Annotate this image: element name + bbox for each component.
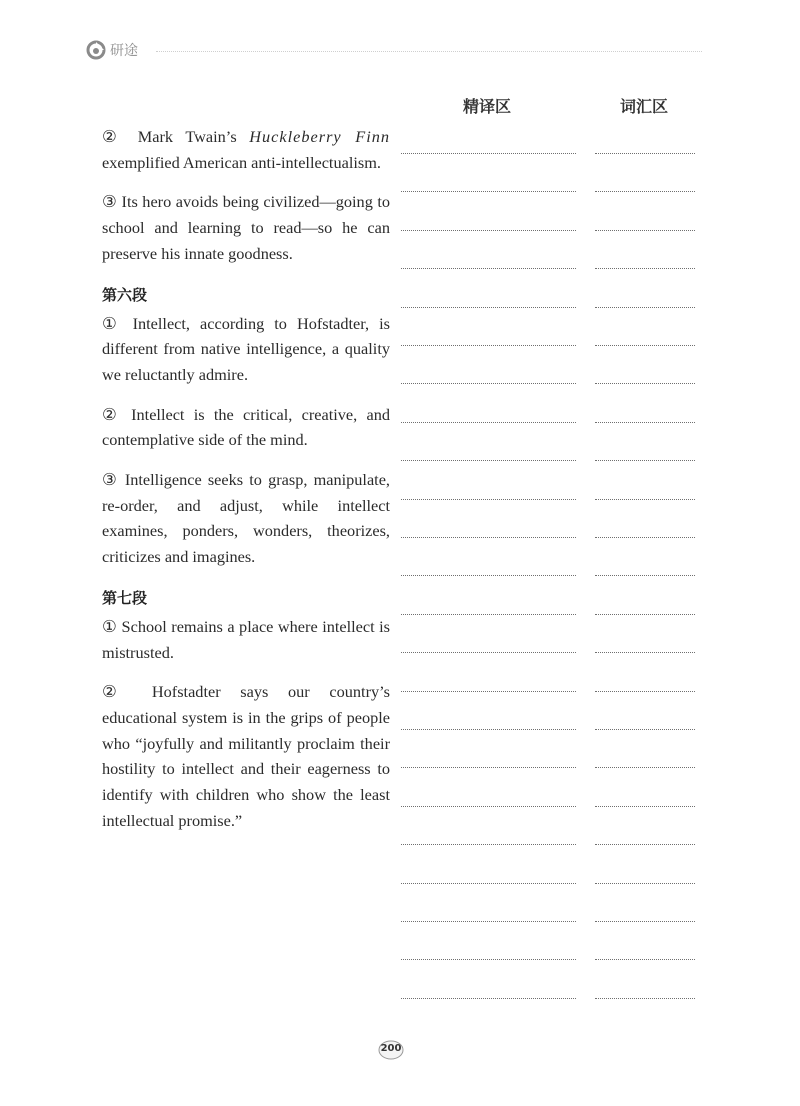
vocabulary-line[interactable]: [595, 767, 695, 768]
translation-line[interactable]: [401, 921, 576, 922]
translation-line[interactable]: [401, 307, 576, 308]
translation-line[interactable]: [401, 959, 576, 960]
translation-line[interactable]: [401, 844, 576, 845]
vocabulary-column-header: 词汇区: [620, 97, 669, 116]
page-header: [86, 40, 702, 64]
translation-line[interactable]: [401, 998, 576, 999]
vocabulary-line[interactable]: [595, 998, 695, 999]
vocabulary-line[interactable]: [595, 729, 695, 730]
vocabulary-line[interactable]: [595, 345, 695, 346]
sentence-7-1: ① School remains a place where intellect is mistrusted.: [102, 616, 390, 662]
vocabulary-line[interactable]: [595, 537, 695, 538]
brand-logo: [86, 40, 138, 60]
translation-line[interactable]: [401, 575, 576, 576]
translation-line[interactable]: [401, 806, 576, 807]
sentence-6-2: ② Intellect is the critical, creative, and contemplative side of the mind.: [102, 404, 390, 450]
translation-line[interactable]: [401, 537, 576, 538]
vocabulary-line[interactable]: [595, 806, 695, 807]
translation-line[interactable]: [401, 153, 576, 154]
vocabulary-line[interactable]: [595, 460, 695, 461]
vocabulary-line[interactable]: [595, 230, 695, 231]
translation-line[interactable]: [401, 691, 576, 692]
source-text-column: [102, 124, 390, 847]
sentence-7-2: ② Hofstadter says our country’s educational system is in the grips of people who “joyfully and militantly proclaim their hostility to intellect and their eagerness to identify with children who show the least intellectual promise.”: [102, 682, 390, 830]
translation-line[interactable]: [401, 230, 576, 231]
vocabulary-line[interactable]: [595, 959, 695, 960]
sentence-6-1: ① Intellect, according to Hofstadter, is different from native intelligence, a quality we reluctantly admire.: [102, 313, 390, 384]
sentence-6-3: ③ Intelligence seeks to grasp, manipulate, re-order, and adjust, while intellect examines, ponders, wonders, theorizes, criticizes and imagines.: [102, 470, 390, 567]
brand-name: 研途: [110, 43, 138, 59]
sentence-5-2-rest: exemplified American anti-intellectualism.: [102, 152, 381, 172]
vocabulary-line[interactable]: [595, 153, 695, 154]
section-heading-7: 第七段: [102, 588, 148, 607]
vocabulary-line[interactable]: [595, 191, 695, 192]
translation-line[interactable]: [401, 191, 576, 192]
translation-line[interactable]: [401, 652, 576, 653]
sentence-5-2-prefix: ② Mark Twain’s: [102, 127, 250, 146]
vocabulary-line[interactable]: [595, 844, 695, 845]
page-number: 200: [380, 1043, 402, 1054]
vocabulary-line[interactable]: [595, 499, 695, 500]
vocabulary-line[interactable]: [595, 883, 695, 884]
vocabulary-line[interactable]: [595, 268, 695, 269]
vocabulary-line[interactable]: [595, 422, 695, 423]
page-number-badge: [378, 1040, 404, 1060]
book-title: Huckleberry Finn: [249, 127, 391, 146]
translation-line[interactable]: [401, 383, 576, 384]
translation-line[interactable]: [401, 345, 576, 346]
translation-column-header: 精译区: [463, 97, 512, 116]
translation-line[interactable]: [401, 268, 576, 269]
vocabulary-line[interactable]: [595, 614, 695, 615]
translation-line[interactable]: [401, 614, 576, 615]
translation-line[interactable]: [401, 499, 576, 500]
vocabulary-line[interactable]: [595, 921, 695, 922]
translation-line[interactable]: [401, 422, 576, 423]
section-heading-6: 第六段: [102, 285, 148, 304]
vocabulary-line[interactable]: [595, 652, 695, 653]
translation-line[interactable]: [401, 767, 576, 768]
vocabulary-line[interactable]: [595, 691, 695, 692]
vocabulary-line[interactable]: [595, 383, 695, 384]
vocabulary-line[interactable]: [595, 307, 695, 308]
brand-logo-icon: [86, 40, 106, 60]
vocabulary-line[interactable]: [595, 575, 695, 576]
translation-line[interactable]: [401, 729, 576, 730]
translation-line[interactable]: [401, 460, 576, 461]
sentence-5-2: [102, 124, 390, 175]
translation-line[interactable]: [401, 883, 576, 884]
sentence-5-3: ③ Its hero avoids being civilized—going to school and learning to read—so he can preserve his innate goodness.: [102, 192, 390, 263]
header-divider: [156, 51, 702, 52]
